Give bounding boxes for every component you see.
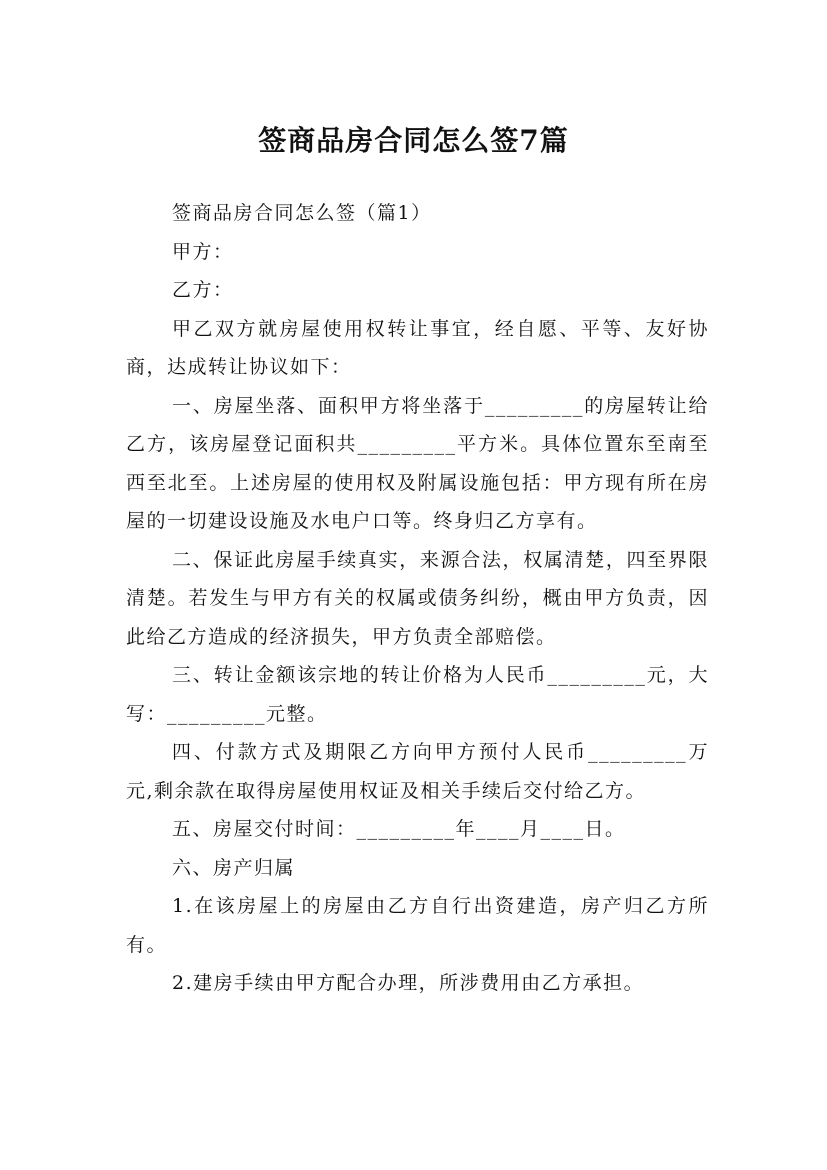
clause-2-paragraph: 二、保证此房屋手续真实，来源合法，权属清楚，四至界限清楚。若发生与甲方有关的权属或债务纠纷，概由甲方负责，因此给乙方造成的经济损失，甲方负责全部赔偿。 xyxy=(126,548,709,648)
section-heading: 签商品房合同怎么签（篇1） xyxy=(172,202,432,224)
party-a-line: 甲方： xyxy=(172,240,234,263)
clause-4-paragraph: 四、付款方式及期限乙方向甲方预付人民币_________万元,剩余款在取得房屋使用权证及相关手续后交付给乙方。 xyxy=(126,741,709,802)
clause-3-paragraph: 三、转让金额该宗地的转让价格为人民币_________元，大写：_________元整。 xyxy=(126,664,709,725)
intro-paragraph: 甲乙双方就房屋使用权转让事宜，经自愿、平等、友好协商，达成转让协议如下： xyxy=(126,317,709,378)
document-body xyxy=(126,194,709,1003)
clause-6-heading: 六、房产归属 xyxy=(172,856,296,879)
clause-5-paragraph: 五、房屋交付时间：_________年____月____日。 xyxy=(172,818,626,840)
clause-6-item-1: 1.在该房屋上的房屋由乙方自行出资建造，房产归乙方所有。 xyxy=(126,895,709,956)
document-title: 签商品房合同怎么签7篇 xyxy=(258,123,569,157)
clause-6-item-2: 2.建房手续由甲方配合办理，所涉费用由乙方承担。 xyxy=(172,972,645,994)
party-b-line: 乙方： xyxy=(172,279,234,301)
clause-1-paragraph: 一、房屋坐落、面积甲方将坐落于_________的房屋转让给乙方，该房屋登记面积共_________平方米。具体位置东至南至西至北至。上述房屋的使用权及附属设施包括：甲方现有所在房屋的一切建设设施及水电户口等。终身归乙方享有。 xyxy=(126,394,709,532)
